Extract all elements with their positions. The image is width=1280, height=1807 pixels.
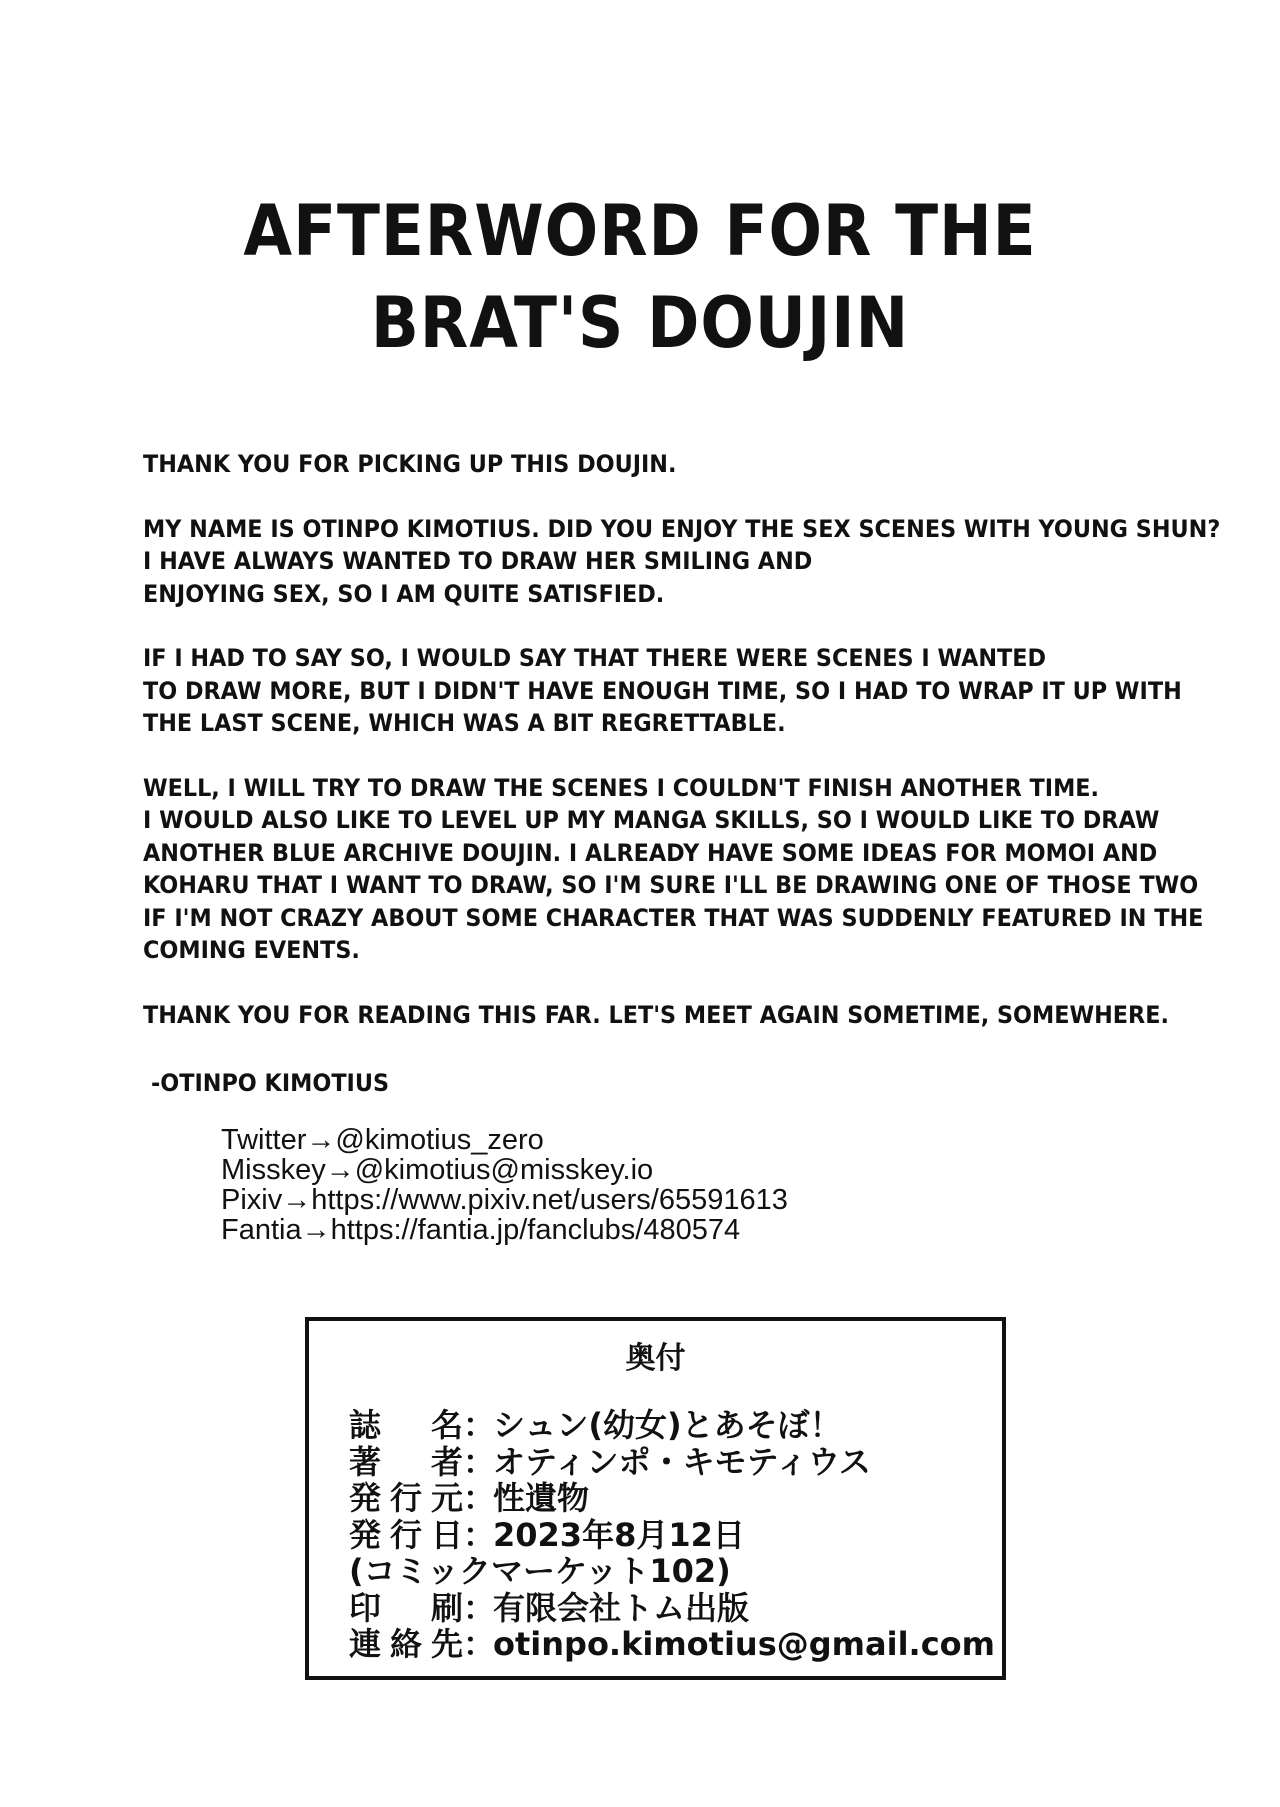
paragraph	[143, 513, 1221, 611]
row-separator: ：	[463, 1588, 496, 1627]
colophon-row-printer	[349, 1590, 995, 1627]
text-line: ANOTHER BLUE ARCHIVE DOUJIN. I ALREADY HAVE SOME IDEAS FOR MOMOI AND	[143, 838, 1158, 867]
text-line: KOHARU THAT I WANT TO DRAW, SO I'M SURE I'LL BE DRAWING ONE OF THOSE TWO	[143, 871, 1199, 899]
pixiv-link: Pixiv→https://www.pixiv.net/users/65591613	[221, 1184, 788, 1216]
row-label: 著者	[349, 1442, 463, 1481]
row-label: 発行元	[349, 1479, 463, 1517]
row-separator: ：	[463, 1625, 496, 1663]
paragraph	[143, 448, 1092, 481]
text-line: ENJOYING SEX, SO I AM QUITE SATISFIED.	[143, 579, 665, 608]
text-line: THANK YOU FOR PICKING UP THIS DOUJIN.	[143, 450, 677, 478]
row-value: 有限会社トム出版	[493, 1588, 750, 1627]
row-separator: ：	[463, 1515, 496, 1554]
colophon-row-publisher	[349, 1480, 995, 1517]
row-separator: ：	[463, 1442, 496, 1481]
colophon-row-date	[349, 1517, 995, 1554]
row-separator: ：	[463, 1406, 496, 1444]
page-title	[64, 185, 1216, 369]
text-line: MY NAME IS OTINPO KIMOTIUS. DID YOU ENJOY THE SEX SCENES WITH YOUNG SHUN?	[143, 514, 1221, 543]
social-links	[221, 1125, 788, 1245]
colophon-title: 奥付	[625, 1341, 686, 1376]
paragraph	[143, 642, 1182, 740]
paragraph	[143, 999, 1169, 1032]
row-label: 連絡先	[349, 1625, 463, 1663]
text-line: THE LAST SCENE, WHICH WAS A BIT REGRETTABLE.	[143, 709, 786, 737]
colophon-box	[305, 1317, 1006, 1680]
paragraph	[143, 772, 1204, 967]
row-value: 性遺物	[493, 1479, 590, 1517]
misskey-link: Misskey→@kimotius@misskey.io	[221, 1154, 654, 1186]
row-value: (コミックマーケット102)	[349, 1552, 731, 1590]
colophon-rows	[349, 1407, 995, 1663]
text-line: I WOULD ALSO LIKE TO LEVEL UP MY MANGA SKILLS, SO I WOULD LIKE TO DRAW	[143, 806, 1160, 834]
title-line: AFTERWORD FOR THE	[243, 190, 1037, 272]
title-line: BRAT'S DOUJIN	[370, 282, 910, 364]
text-line: I HAVE ALWAYS WANTED TO DRAW HER SMILING AND	[143, 547, 813, 575]
row-label: 誌名	[349, 1406, 463, 1444]
row-value: オティンポ・キモティウス	[493, 1442, 871, 1481]
text-line: IF I HAD TO SAY SO, I WOULD SAY THAT THERE WERE SCENES I WANTED	[143, 644, 1047, 672]
colophon-row-event	[349, 1553, 995, 1590]
text-line: THANK YOU FOR READING THIS FAR. LET'S MEET AGAIN SOMETIME, SOMEWHERE.	[143, 1000, 1169, 1029]
colophon-row-author	[349, 1444, 995, 1481]
text-line: WELL, I WILL TRY TO DRAW THE SCENES I COULDN'T FINISH ANOTHER TIME.	[143, 773, 1100, 802]
text-line: IF I'M NOT CRAZY ABOUT SOME CHARACTER THAT WAS SUDDENLY FEATURED IN THE	[143, 903, 1204, 932]
text-line: TO DRAW MORE, BUT I DIDN'T HAVE ENOUGH TIME, SO I HAD TO WRAP IT UP WITH	[143, 676, 1182, 705]
row-separator: ：	[463, 1479, 496, 1517]
text-line: COMING EVENTS.	[143, 936, 360, 964]
row-value: otinpo.kimotius@gmail.com	[493, 1625, 995, 1663]
row-label: 発行日	[349, 1515, 463, 1554]
colophon-row-contact	[349, 1626, 995, 1663]
row-label: 印刷	[349, 1588, 463, 1627]
afterword-body	[143, 448, 1221, 1063]
row-value: 2023年8月12日	[493, 1515, 745, 1554]
author-signature: -OTINPO KIMOTIUS	[151, 1069, 390, 1097]
twitter-link: Twitter→@kimotius_zero	[221, 1124, 544, 1156]
row-value: シュン(幼女)とあそぼ！	[493, 1406, 842, 1444]
colophon-row-title	[349, 1407, 995, 1444]
fantia-link: Fantia→https://fantia.jp/fanclubs/480574	[221, 1214, 741, 1246]
